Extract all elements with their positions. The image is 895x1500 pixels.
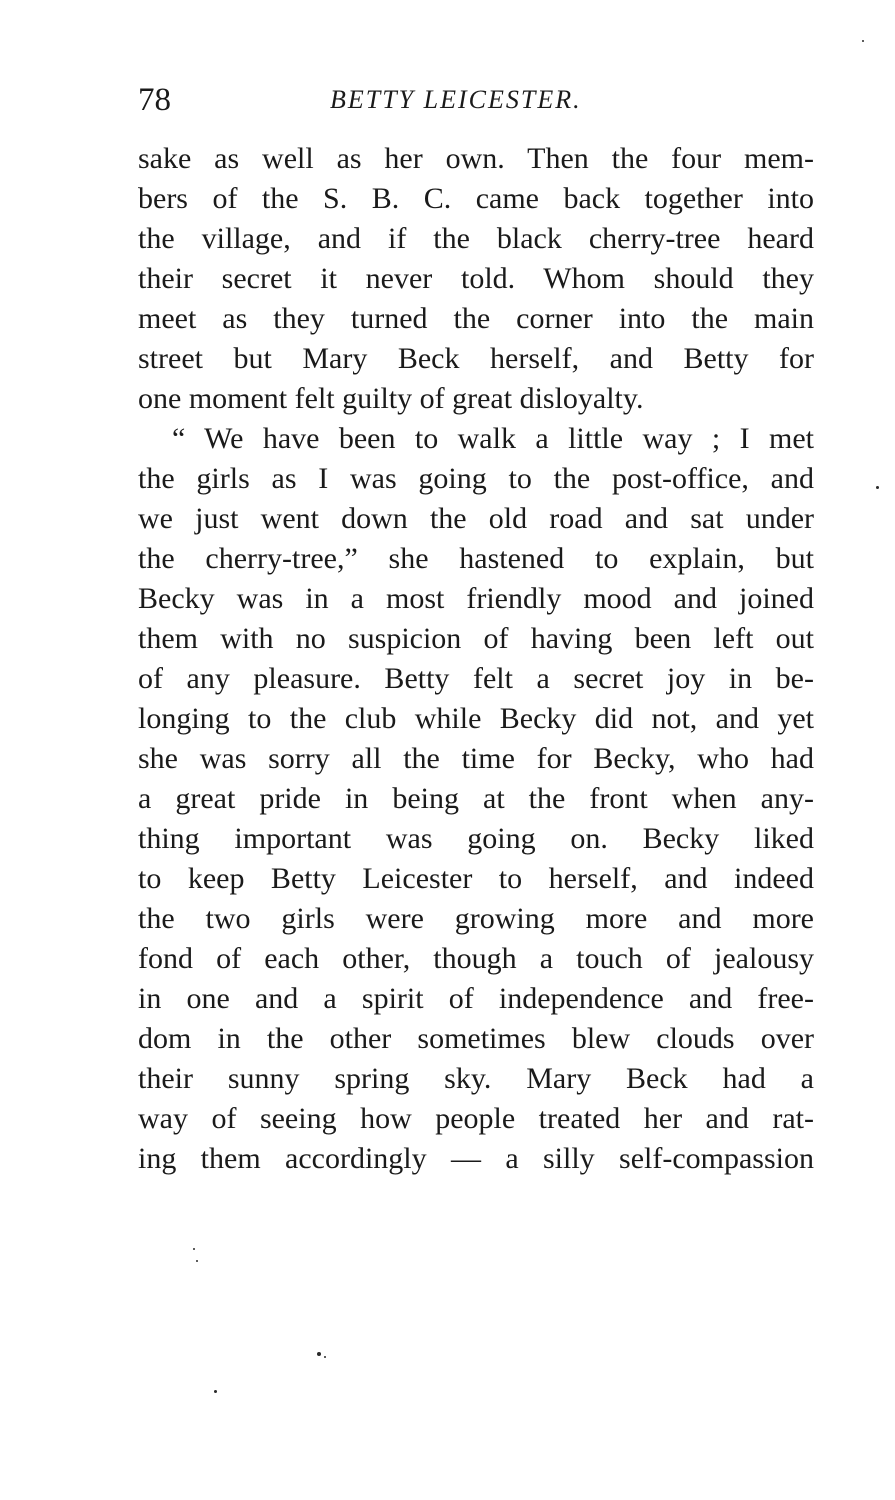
scan-speck — [862, 40, 864, 42]
text-line: “ We have been to walk a little way ; I met — [172, 422, 814, 455]
text-line: longing to the club while Becky did not, and yet — [138, 702, 814, 735]
scan-speck — [876, 486, 879, 489]
page-header — [138, 80, 814, 120]
text-line: the two girls were growing more and more — [138, 902, 814, 935]
text-line: the cherry-tree,” she hastened to explain, but — [138, 542, 814, 575]
body-text — [138, 139, 814, 1179]
text-line: of any pleasure. Betty felt a secret joy in be- — [138, 662, 814, 695]
text-line: street but Mary Beck herself, and Betty for — [138, 342, 814, 375]
page-number: 78 — [138, 82, 171, 118]
text-line: the village, and if the black cherry-tree heard — [138, 222, 814, 255]
text-line: thing important was going on. Becky liked — [138, 822, 814, 855]
scan-speck — [324, 1356, 326, 1358]
text-line: she was sorry all the time for Becky, who had — [138, 742, 814, 775]
text-line: one moment felt guilty of great disloyalty. — [138, 382, 644, 415]
text-line: to keep Betty Leicester to herself, and indeed — [138, 862, 814, 895]
text-line: ing them accordingly — a silly self-compassion — [138, 1142, 814, 1175]
text-line: bers of the S. B. C. came back together into — [138, 182, 814, 215]
scan-speck — [317, 1352, 321, 1356]
text-line: way of seeing how people treated her and rat- — [138, 1102, 814, 1135]
text-line: dom in the other sometimes blew clouds over — [138, 1022, 814, 1055]
text-line: their secret it never told. Whom should they — [138, 262, 814, 295]
text-line: the girls as I was going to the post-office, and — [138, 462, 814, 495]
text-line: meet as they turned the corner into the main — [138, 302, 814, 335]
text-line: we just went down the old road and sat under — [138, 502, 814, 535]
paragraph-2 — [138, 419, 814, 1179]
text-line: their sunny spring sky. Mary Beck had a — [138, 1062, 814, 1095]
scan-speck — [214, 1390, 217, 1393]
scan-speck — [193, 1248, 195, 1250]
text-line: sake as well as her own. Then the four mem- — [138, 142, 814, 175]
text-line: fond of each other, though a touch of jealousy — [138, 942, 814, 975]
text-line: a great pride in being at the front when any- — [138, 782, 814, 815]
scan-speck — [196, 1260, 198, 1262]
paragraph-1 — [138, 139, 814, 419]
text-line: Becky was in a most friendly mood and joined — [138, 582, 814, 615]
text-line: them with no suspicion of having been left out — [138, 622, 814, 655]
running-title: BETTY LEICESTER. — [330, 85, 582, 114]
text-line: in one and a spirit of independence and free- — [138, 982, 814, 1015]
